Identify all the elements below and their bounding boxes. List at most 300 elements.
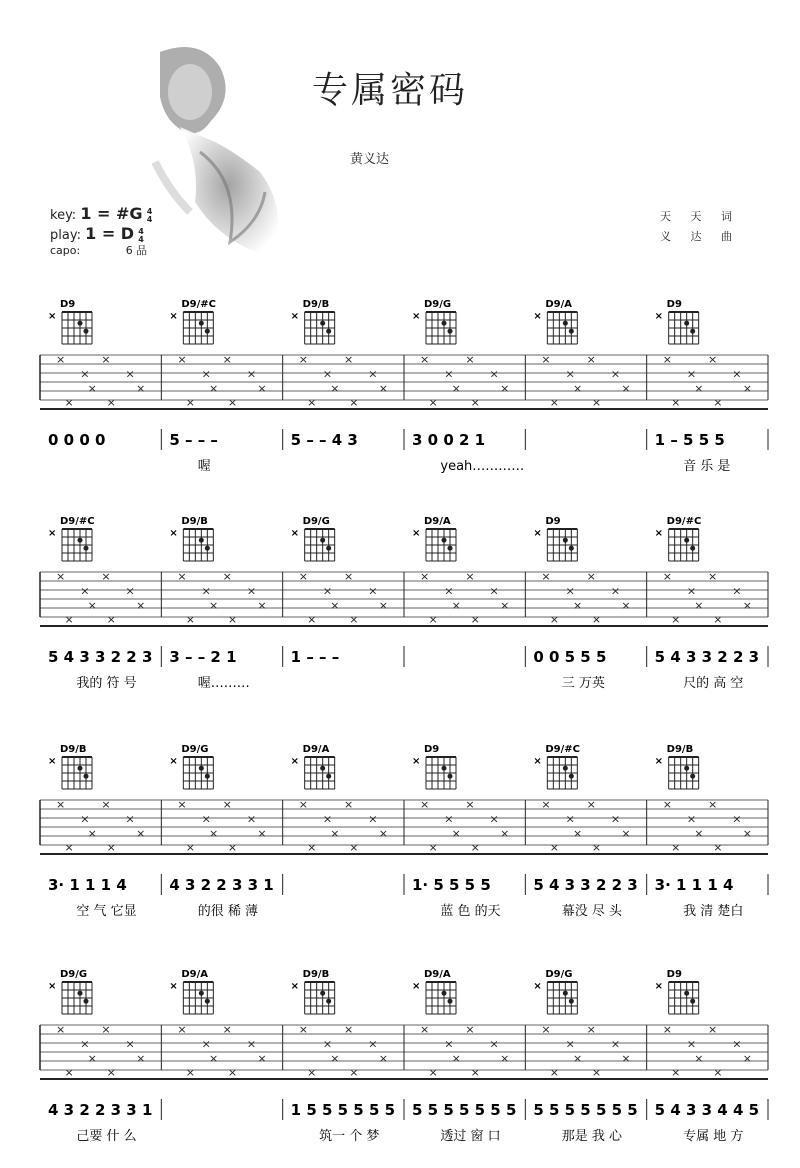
x-mark-icon: × xyxy=(169,311,178,322)
chord-name: D9/A xyxy=(545,299,572,310)
tab-x-icon: × xyxy=(671,396,681,410)
lyricist-credit: 天 天 词 xyxy=(660,210,740,223)
composer-credit: 义 达 曲 xyxy=(660,230,740,243)
key-value: 1 = #G xyxy=(80,204,143,223)
numbered-notation: 3· 1 1 1 4 xyxy=(48,876,127,894)
finger-dot xyxy=(320,538,325,543)
x-mark-icon: × xyxy=(533,756,542,767)
tab-x-icon: × xyxy=(713,396,723,410)
tab-x-icon: × xyxy=(227,613,238,627)
tab-x-icon: × xyxy=(330,1051,340,1065)
tab-x-icon: × xyxy=(177,570,187,583)
tab-x-icon: × xyxy=(713,1066,723,1080)
tab-x-icon: × xyxy=(136,1051,146,1065)
tab-x-icon: × xyxy=(227,396,238,410)
tab-x-icon: × xyxy=(713,613,723,627)
x-mark-icon: × xyxy=(412,981,421,992)
tab-x-icon: × xyxy=(246,1037,257,1051)
tab-x-icon: × xyxy=(732,584,742,598)
finger-dot xyxy=(563,766,568,771)
numbered-notation: 5 4 3 3 2 2 3 xyxy=(48,648,153,666)
tab-x-icon: × xyxy=(621,826,631,840)
lyric-text: 我的 符 号 xyxy=(76,676,137,691)
lyric-text: 蓝 色 的天 xyxy=(440,904,501,919)
numbered-notation: 4 3 2 2 3 3 1 xyxy=(48,1101,153,1119)
play-value: 1 = D xyxy=(85,224,135,243)
tab-x-icon: × xyxy=(444,367,454,381)
tab-x-icon: × xyxy=(378,598,388,612)
tab-x-icon: × xyxy=(208,826,219,840)
finger-dot xyxy=(199,321,204,326)
tab-x-icon: × xyxy=(500,598,510,612)
tab-x-icon: × xyxy=(694,598,704,612)
chord-name: D9 xyxy=(60,299,76,310)
finger-dot xyxy=(326,999,331,1004)
tab-x-icon: × xyxy=(610,812,621,826)
tab-x-icon: × xyxy=(87,826,97,840)
tab-x-icon: × xyxy=(101,570,111,583)
finger-dot xyxy=(569,329,574,334)
tab-x-icon: × xyxy=(671,841,681,855)
tab-x-icon: × xyxy=(101,353,111,366)
x-mark-icon: × xyxy=(48,528,57,539)
tab-x-icon: × xyxy=(572,598,583,612)
tab-x-icon: × xyxy=(420,798,430,811)
finger-dot xyxy=(199,991,204,996)
tab-x-icon: × xyxy=(307,841,317,855)
tab-x-icon: × xyxy=(572,826,583,840)
chord-name: D9/B xyxy=(666,744,694,755)
tab-x-icon: × xyxy=(565,1037,575,1051)
tab-x-icon: × xyxy=(742,1051,752,1065)
tab-x-icon: × xyxy=(694,1051,704,1065)
capo-value: 6 品 xyxy=(125,244,148,257)
finger-dot xyxy=(690,774,695,779)
chord-name: D9 xyxy=(545,516,561,527)
song-title: 专属密码 xyxy=(311,70,468,111)
tab-x-icon: × xyxy=(307,396,317,410)
finger-dot xyxy=(199,766,204,771)
chord-name: D9/A xyxy=(424,516,451,527)
tab-x-icon: × xyxy=(662,353,672,366)
lyric-text: 专属 地 方 xyxy=(683,1129,744,1144)
tab-x-icon: × xyxy=(586,798,596,811)
finger-dot xyxy=(448,774,453,779)
lyric-text: 空 气 它显 xyxy=(76,904,137,919)
tab-x-icon: × xyxy=(621,598,631,612)
tab-x-icon: × xyxy=(257,826,267,840)
tab-x-icon: × xyxy=(662,1023,672,1036)
tab-x-icon: × xyxy=(694,381,704,395)
finger-dot xyxy=(690,329,695,334)
x-mark-icon: × xyxy=(290,981,300,992)
tab-x-icon: × xyxy=(489,584,499,598)
chord-name: D9/#C xyxy=(545,744,580,755)
tab-x-icon: × xyxy=(87,598,97,612)
x-mark-icon: × xyxy=(412,528,421,539)
chord-name: D9/G xyxy=(302,516,330,527)
finger-dot xyxy=(205,546,210,551)
finger-dot xyxy=(205,999,210,1004)
x-mark-icon: × xyxy=(290,756,300,767)
x-mark-icon: × xyxy=(169,528,178,539)
tab-x-icon: × xyxy=(470,1066,480,1080)
tab-x-icon: × xyxy=(444,1037,454,1051)
tab-x-icon: × xyxy=(549,396,560,410)
numbered-notation: 5 – – 4 3 xyxy=(290,431,358,449)
numbered-notation: 5 4 3 3 4 4 5 xyxy=(654,1101,760,1119)
x-mark-icon: × xyxy=(654,528,664,539)
x-mark-icon: × xyxy=(654,311,664,322)
chord-name: D9/#C xyxy=(666,516,702,527)
finger-dot xyxy=(320,321,325,326)
finger-dot xyxy=(684,321,689,326)
tab-x-icon: × xyxy=(298,570,308,583)
tab-x-icon: × xyxy=(662,570,672,583)
tab-x-icon: × xyxy=(56,1023,66,1036)
finger-dot xyxy=(205,774,210,779)
lyric-text: 我 清 楚白 xyxy=(683,904,744,919)
tab-x-icon: × xyxy=(451,381,461,395)
lyric-text: 幕没 尽 头 xyxy=(561,904,622,919)
tab-x-icon: × xyxy=(343,798,354,811)
tab-x-icon: × xyxy=(686,584,697,598)
tab-x-icon: × xyxy=(246,812,257,826)
key-label: key: xyxy=(50,208,77,223)
lyric-text: 三 万英 xyxy=(561,676,605,691)
tab-x-icon: × xyxy=(586,353,596,366)
tab-x-icon: × xyxy=(420,353,430,366)
tab-x-icon: × xyxy=(541,570,551,583)
finger-dot xyxy=(569,774,574,779)
chord-name: D9 xyxy=(666,299,682,310)
finger-dot xyxy=(84,774,89,779)
x-mark-icon: × xyxy=(654,981,664,992)
tab-x-icon: × xyxy=(125,1037,135,1051)
tab-x-icon: × xyxy=(307,613,317,627)
tab-x-icon: × xyxy=(686,367,697,381)
capo-label: capo: xyxy=(50,244,81,257)
tab-x-icon: × xyxy=(80,367,90,381)
tab-x-icon: × xyxy=(368,367,378,381)
finger-dot xyxy=(326,546,331,551)
chord-name: D9/B xyxy=(181,516,208,527)
finger-dot xyxy=(563,538,568,543)
finger-dot xyxy=(205,329,210,334)
tab-x-icon: × xyxy=(428,841,438,855)
tab-x-icon: × xyxy=(470,841,480,855)
numbered-notation: 5 4 3 3 2 2 3 xyxy=(533,876,638,894)
chord-name: D9/#C xyxy=(181,299,216,310)
finger-dot xyxy=(442,538,447,543)
tab-x-icon: × xyxy=(489,812,499,826)
tab-x-icon: × xyxy=(136,826,146,840)
numbered-notation: 3 – – 2 1 xyxy=(169,648,237,666)
finger-dot xyxy=(320,991,325,996)
tab-x-icon: × xyxy=(428,1066,438,1080)
tab-x-icon: × xyxy=(349,841,359,855)
numbered-notation: 5 5 5 5 5 5 5 xyxy=(533,1101,638,1119)
x-mark-icon: × xyxy=(412,311,421,322)
numbered-notation: 3 0 0 2 1 xyxy=(412,431,486,449)
tab-x-icon: × xyxy=(610,367,621,381)
tab-x-icon: × xyxy=(136,598,146,612)
chord-name: D9/G xyxy=(60,969,88,980)
finger-dot xyxy=(78,991,83,996)
tab-x-icon: × xyxy=(330,598,340,612)
x-mark-icon: × xyxy=(48,756,57,767)
numbered-notation: 3· 1 1 1 4 xyxy=(654,876,734,894)
tab-x-icon: × xyxy=(465,1023,475,1036)
finger-dot xyxy=(84,999,89,1004)
x-mark-icon: × xyxy=(169,981,178,992)
tab-x-icon: × xyxy=(177,353,187,366)
lyric-text: 尺的 高 空 xyxy=(683,676,744,691)
tab-x-icon: × xyxy=(610,584,621,598)
finger-dot xyxy=(78,538,83,543)
chord-name: D9/A xyxy=(181,969,208,980)
finger-dot xyxy=(199,538,204,543)
tab-x-icon: × xyxy=(343,353,354,366)
tab-x-icon: × xyxy=(343,1023,354,1036)
tab-x-icon: × xyxy=(451,1051,461,1065)
tab-x-icon: × xyxy=(177,1023,187,1036)
tab-x-icon: × xyxy=(707,570,718,583)
tab-x-icon: × xyxy=(227,1066,238,1080)
tab-x-icon: × xyxy=(222,1023,232,1036)
numbered-notation: 1· 5 5 5 5 xyxy=(412,876,491,894)
tab-x-icon: × xyxy=(686,1037,697,1051)
chord-name: D9/B xyxy=(60,744,87,755)
tab-x-icon: × xyxy=(732,812,742,826)
tab-x-icon: × xyxy=(420,570,430,583)
lyric-text: 喔……… xyxy=(197,676,250,691)
tab-x-icon: × xyxy=(549,841,560,855)
tab-x-icon: × xyxy=(298,1023,308,1036)
artist-name: 黄义达 xyxy=(350,152,390,167)
numbered-notation: 5 4 3 3 2 2 3 xyxy=(654,648,760,666)
tab-x-icon: × xyxy=(227,841,238,855)
finger-dot xyxy=(569,999,574,1004)
tab-x-icon: × xyxy=(549,613,560,627)
tab-x-icon: × xyxy=(106,1066,116,1080)
numbered-notation: 5 5 5 5 5 5 5 xyxy=(412,1101,517,1119)
time-top: 4 xyxy=(146,206,153,216)
chord-name: D9 xyxy=(424,744,440,755)
tab-x-icon: × xyxy=(694,826,704,840)
tab-x-icon: × xyxy=(621,1051,631,1065)
tab-x-icon: × xyxy=(87,1051,97,1065)
x-mark-icon: × xyxy=(533,311,542,322)
finger-dot xyxy=(690,546,695,551)
tab-x-icon: × xyxy=(378,1051,388,1065)
x-mark-icon: × xyxy=(533,528,542,539)
tab-x-icon: × xyxy=(201,1037,211,1051)
tab-x-icon: × xyxy=(208,598,219,612)
tab-x-icon: × xyxy=(208,1051,219,1065)
tab-x-icon: × xyxy=(591,613,602,627)
tab-x-icon: × xyxy=(368,1037,378,1051)
tab-x-icon: × xyxy=(572,381,583,395)
numbered-notation: 0 0 0 0 xyxy=(48,431,106,449)
time-top-play: 4 xyxy=(138,226,144,236)
x-mark-icon: × xyxy=(169,756,178,767)
x-mark-icon: × xyxy=(412,756,421,767)
chord-name: D9/G xyxy=(424,299,452,310)
tab-x-icon: × xyxy=(591,841,602,855)
tab-x-icon: × xyxy=(257,381,267,395)
tab-x-icon: × xyxy=(713,841,723,855)
tab-x-icon: × xyxy=(420,1023,430,1036)
tab-x-icon: × xyxy=(465,798,475,811)
tab-x-icon: × xyxy=(322,1037,333,1051)
tab-x-icon: × xyxy=(500,826,510,840)
tab-x-icon: × xyxy=(470,396,480,410)
chord-name: D9/A xyxy=(302,744,330,755)
tab-x-icon: × xyxy=(106,841,116,855)
tab-x-icon: × xyxy=(742,381,752,395)
tab-x-icon: × xyxy=(465,570,475,583)
tab-x-icon: × xyxy=(56,570,66,583)
tab-x-icon: × xyxy=(662,798,672,811)
tab-x-icon: × xyxy=(428,396,438,410)
chord-name: D9/B xyxy=(302,969,330,980)
numbered-notation: 5 – – – xyxy=(169,431,218,449)
tab-x-icon: × xyxy=(125,812,135,826)
tab-x-icon: × xyxy=(136,381,146,395)
tab-x-icon: × xyxy=(64,1066,74,1080)
lyric-text: 透过 窗 口 xyxy=(440,1129,501,1144)
tab-x-icon: × xyxy=(565,812,575,826)
tab-x-icon: × xyxy=(428,613,438,627)
tab-x-icon: × xyxy=(201,812,211,826)
time-bottom: 4 xyxy=(146,214,153,224)
tab-x-icon: × xyxy=(565,584,575,598)
x-mark-icon: × xyxy=(533,981,542,992)
tab-x-icon: × xyxy=(586,1023,596,1036)
tab-x-icon: × xyxy=(106,396,116,410)
tab-x-icon: × xyxy=(378,381,388,395)
tab-x-icon: × xyxy=(125,584,135,598)
tab-x-icon: × xyxy=(489,367,499,381)
tab-x-icon: × xyxy=(208,381,219,395)
finger-dot xyxy=(448,546,453,551)
x-mark-icon: × xyxy=(290,528,300,539)
lyric-text: 筑一 个 梦 xyxy=(319,1129,380,1144)
lyric-text: 喔 xyxy=(197,459,211,474)
x-mark-icon: × xyxy=(290,311,300,322)
tab-x-icon: × xyxy=(56,798,66,811)
tab-x-icon: × xyxy=(349,1066,359,1080)
tab-x-icon: × xyxy=(64,396,74,410)
tab-x-icon: × xyxy=(489,1037,499,1051)
finger-dot xyxy=(442,991,447,996)
tab-x-icon: × xyxy=(322,367,333,381)
tab-x-icon: × xyxy=(222,570,232,583)
finger-dot xyxy=(563,321,568,326)
finger-dot xyxy=(442,321,447,326)
tab-x-icon: × xyxy=(101,1023,111,1036)
tab-x-icon: × xyxy=(671,1066,681,1080)
tab-x-icon: × xyxy=(322,812,333,826)
tab-x-icon: × xyxy=(257,598,267,612)
tab-x-icon: × xyxy=(742,598,752,612)
tab-x-icon: × xyxy=(610,1037,621,1051)
finger-dot xyxy=(684,538,689,543)
finger-dot xyxy=(78,766,83,771)
tab-x-icon: × xyxy=(378,826,388,840)
tab-x-icon: × xyxy=(349,396,359,410)
tab-x-icon: × xyxy=(106,613,116,627)
finger-dot xyxy=(569,546,574,551)
chord-name: D9/G xyxy=(181,744,209,755)
tab-x-icon: × xyxy=(671,613,681,627)
tab-x-icon: × xyxy=(185,396,196,410)
tab-x-icon: × xyxy=(307,1066,317,1080)
finger-dot xyxy=(448,999,453,1004)
finger-dot xyxy=(690,999,695,1004)
tab-x-icon: × xyxy=(732,367,742,381)
finger-dot xyxy=(448,329,453,334)
tab-x-icon: × xyxy=(686,812,697,826)
tab-x-icon: × xyxy=(257,1051,267,1065)
x-mark-icon: × xyxy=(48,981,57,992)
finger-dot xyxy=(78,321,83,326)
tab-x-icon: × xyxy=(541,353,551,366)
tab-x-icon: × xyxy=(101,798,111,811)
chord-name: D9/A xyxy=(424,969,451,980)
tab-x-icon: × xyxy=(591,1066,602,1080)
tab-x-icon: × xyxy=(222,798,232,811)
tab-x-icon: × xyxy=(732,1037,742,1051)
numbered-notation: 1 – 5 5 5 xyxy=(654,431,725,449)
tab-x-icon: × xyxy=(451,598,461,612)
tab-x-icon: × xyxy=(368,584,378,598)
finger-dot xyxy=(84,329,89,334)
tab-x-icon: × xyxy=(572,1051,583,1065)
lyric-text: 音 乐 是 xyxy=(683,459,731,474)
finger-dot xyxy=(320,766,325,771)
finger-dot xyxy=(326,329,331,334)
tab-x-icon: × xyxy=(444,584,454,598)
finger-dot xyxy=(326,774,331,779)
lyric-text: 的很 稀 薄 xyxy=(197,904,258,919)
numbered-notation: 1 – – – xyxy=(290,648,340,666)
finger-dot xyxy=(442,766,447,771)
tab-x-icon: × xyxy=(201,367,211,381)
tab-x-icon: × xyxy=(541,1023,551,1036)
tab-x-icon: × xyxy=(64,841,74,855)
tab-x-icon: × xyxy=(707,353,718,366)
tab-x-icon: × xyxy=(87,381,97,395)
tab-x-icon: × xyxy=(707,798,718,811)
tab-x-icon: × xyxy=(246,367,257,381)
tab-x-icon: × xyxy=(549,1066,560,1080)
tab-x-icon: × xyxy=(621,381,631,395)
tab-x-icon: × xyxy=(707,1023,718,1036)
tab-x-icon: × xyxy=(177,798,187,811)
numbered-notation: 0 0 5 5 5 xyxy=(533,648,607,666)
finger-dot xyxy=(684,766,689,771)
tab-x-icon: × xyxy=(246,584,257,598)
lyric-text: 那是 我 心 xyxy=(561,1129,622,1144)
tab-x-icon: × xyxy=(80,584,90,598)
chord-name: D9/#C xyxy=(60,516,95,527)
x-mark-icon: × xyxy=(654,756,664,767)
chord-name: D9/B xyxy=(302,299,330,310)
finger-dot xyxy=(563,991,568,996)
finger-dot xyxy=(84,546,89,551)
